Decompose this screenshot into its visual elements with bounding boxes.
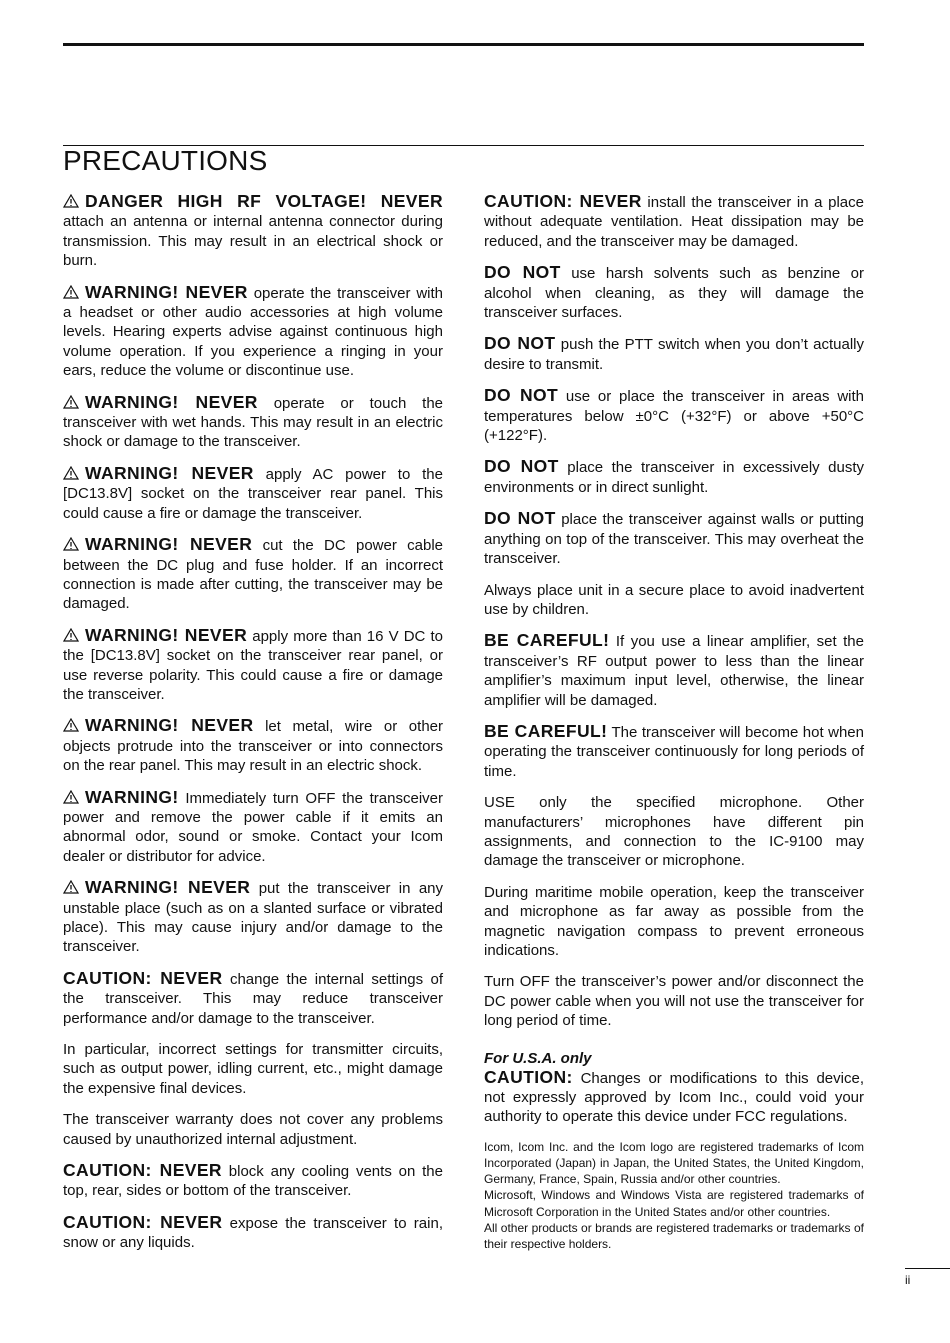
usa-only-heading: For U.S.A. only — [484, 1049, 592, 1067]
precaution-text: place the transceiver in excessively dusty environments or in direct sunlight. — [484, 459, 865, 496]
precaution-text: The transceiver will become hot when operating the transceiver continuously for long periods of time. — [484, 723, 864, 780]
precaution-text: USE only the specified microphone. Other manufacturers’ microphones have different pin assignments, and connection to the IC-9100 may damage the transceiver or microphone. — [484, 794, 864, 870]
precaution-lead: DANGER HIGH RF VOLTAGE! NEVER — [85, 191, 443, 211]
precaution-lead: WARNING! NEVER — [85, 462, 254, 483]
precaution-paragraph — [63, 283, 443, 381]
precaution-text: put the transceiver in any unstable place (such as on a slanted surface or vibrated place). This may cause injury and/or damage to the transceiver. — [63, 880, 444, 956]
precaution-lead: BE CAREFUL! — [484, 720, 608, 741]
precaution-lead: DO NOT — [484, 333, 556, 354]
precaution-paragraph — [63, 1213, 443, 1253]
precaution-paragraph — [63, 788, 443, 867]
precaution-paragraph — [63, 393, 443, 452]
warning-triangle-icon — [63, 790, 79, 804]
page-number: ii — [905, 1273, 911, 1287]
precaution-text: use harsh solvents such as benzine or alcohol when cleaning, as they will damage the transceiver surfaces. — [484, 265, 864, 322]
warning-triangle-icon — [63, 628, 79, 642]
precaution-text: In particular, incorrect settings for transmitter circuits, such as output power, idling current, etc., might damage the expensive final devices. — [63, 1041, 443, 1097]
precaution-paragraph — [484, 386, 864, 445]
precaution-lead: WARNING! — [85, 786, 179, 807]
precaution-text: let metal, wire or other objects protrude into the transceiver or into connectors on the rear panel. This may result in an electric shock. — [63, 718, 443, 775]
warning-triangle-icon — [63, 395, 79, 409]
precaution-text: place the transceiver against walls or putting anything on top of the transceiver. This may overheat the transceiver. — [484, 511, 864, 568]
precaution-paragraph — [484, 793, 864, 871]
precaution-paragraph — [484, 263, 864, 322]
precaution-paragraph — [63, 716, 443, 775]
warning-triangle-icon — [63, 285, 79, 299]
precaution-paragraph — [484, 192, 864, 251]
precaution-text: Immediately turn OFF the transceiver power and remove the power cable if it emits an abnormal odor, sound or smoke. Contact your Icom dealer or distributor for advice. — [63, 789, 443, 865]
warning-triangle-icon — [63, 466, 79, 480]
precaution-lead: DO NOT — [484, 262, 561, 283]
precaution-lead: WARNING! NEVER — [85, 715, 254, 736]
warning-triangle-icon — [63, 718, 79, 732]
usa-caution-text: Changes or modifications to this device, not expressly approved by Icom Inc., could void your authority to operate this device under FCC regulations. — [484, 1069, 864, 1126]
precaution-paragraph — [63, 969, 443, 1028]
precaution-lead: CAUTION: NEVER — [484, 191, 642, 211]
warning-triangle-icon — [63, 194, 79, 208]
precaution-paragraph — [63, 535, 443, 614]
usa-caution-lead: CAUTION: — [484, 1066, 573, 1087]
precaution-text: apply more than 16 V DC to the [DC13.8V] socket on the transceiver rear panel, or use reverse polarity. This could cause a fire or damage the transceiver. — [63, 627, 443, 703]
precaution-text: During maritime mobile operation, keep the transceiver and microphone as far away as possible from the magnetic navigation compass to prevent erroneous indications. — [484, 883, 864, 959]
precaution-text: apply AC power to the [DC13.8V] socket on the transceiver rear panel. This could cause a fire or damage the transceiver. — [63, 465, 443, 522]
precaution-lead: DO NOT — [484, 508, 556, 529]
trademark-line: Microsoft, Windows and Windows Vista are registered trademarks of Microsoft Corporation in the United States and/or other countries. — [484, 1188, 864, 1219]
warning-triangle-icon — [63, 880, 79, 894]
precaution-paragraph — [63, 192, 443, 271]
precaution-text: If you use a linear amplifier, set the transceiver’s RF output power to less than the linear amplifier’s maximum input level, otherwise, the linear amplifier will be damaged. — [484, 633, 864, 709]
precaution-paragraph — [63, 878, 443, 957]
precaution-paragraph — [63, 464, 443, 523]
right-precautions-list — [484, 192, 864, 1031]
usa-caution-paragraph — [484, 1068, 864, 1127]
precaution-text: expose the transceiver to rain, snow or any liquids. — [63, 1214, 443, 1252]
precaution-text: operate or touch the transceiver with wet hands. This may result in an electric shock or damage to the transceiver. — [63, 394, 443, 451]
precaution-paragraph — [484, 631, 864, 710]
precaution-lead: DO NOT — [484, 456, 559, 477]
precaution-text: block any cooling vents on the top, rear, sides or bottom of the transceiver. — [63, 1163, 443, 1200]
precaution-text: cut the DC power cable between the DC plug and fuse holder. If an incorrect connection is made after cutting, the transceiver may be damaged. — [63, 537, 443, 613]
warning-triangle-icon — [63, 537, 79, 551]
precaution-lead: WARNING! NEVER — [85, 624, 248, 645]
precaution-lead: WARNING! NEVER — [85, 281, 248, 302]
precaution-paragraph — [484, 334, 864, 374]
precaution-paragraph — [484, 509, 864, 568]
precaution-lead: WARNING! NEVER — [85, 877, 251, 898]
precaution-text: The transceiver warranty does not cover any problems caused by unauthorized internal adjustment. — [63, 1111, 443, 1148]
precaution-paragraph — [484, 581, 864, 620]
precaution-text: change the internal settings of the transceiver. This may reduce transceiver performance and/or damage to the transceiver. — [63, 970, 443, 1027]
precaution-paragraph — [484, 722, 864, 781]
precaution-paragraph — [63, 1040, 443, 1098]
precaution-paragraph — [63, 1161, 443, 1201]
precaution-text: use or place the transceiver in areas with temperatures below ±0°C (+32°F) or above +50°C (+122°F). — [484, 388, 865, 445]
left-column — [63, 192, 443, 1265]
precaution-text: operate the transceiver with a headset or other audio accessories at high volume levels. Hearing experts advise against continuous high volume operation. If you experience a ringing in your ears, reduce the volume or discontinue use. — [63, 284, 444, 380]
precaution-paragraph — [484, 972, 864, 1030]
precaution-lead: WARNING! NEVER — [85, 534, 253, 555]
precaution-text: push the PTT switch when you don’t actually desire to transmit. — [484, 336, 865, 373]
right-column — [484, 192, 864, 1252]
precaution-lead: DO NOT — [484, 385, 559, 406]
precaution-text: attach an antenna or internal antenna connector during transmission. This may result in an electrical shock or burn. — [63, 213, 443, 270]
precaution-lead: CAUTION: NEVER — [63, 967, 223, 988]
precaution-paragraph — [63, 1110, 443, 1149]
precaution-lead: CAUTION: NEVER — [63, 1211, 223, 1232]
page-number-rule — [905, 1268, 950, 1269]
trademark-line: Icom, Icom Inc. and the Icom logo are registered trademarks of Icom Incorporated (Japan) in Japan, the United States, the United Kingdom, Germany, France, Spain, Russia and/or other countries. — [484, 1139, 864, 1187]
precaution-paragraph — [63, 626, 443, 705]
precaution-paragraph — [484, 457, 864, 497]
page-title: PRECAUTIONS — [63, 145, 268, 176]
precaution-paragraph — [484, 883, 864, 961]
precaution-lead: BE CAREFUL! — [484, 630, 610, 651]
trademark-line: All other products or brands are registered trademarks or trademarks of their respective holders. — [484, 1220, 864, 1252]
precaution-text: install the transceiver in a place without adequate ventilation. Heat dissipation may be reduced, and the transceiver may be damaged. — [484, 194, 864, 250]
top-rule — [63, 43, 864, 46]
trademark-notice — [484, 1139, 864, 1252]
precaution-text: Always place unit in a secure place to avoid inadvertent use by children. — [484, 581, 864, 618]
precaution-lead: CAUTION: NEVER — [63, 1160, 222, 1181]
precaution-lead: WARNING! NEVER — [85, 391, 258, 412]
precaution-text: Turn OFF the transceiver’s power and/or disconnect the DC power cable when you will not use the transceiver for long period of time. — [484, 973, 864, 1030]
